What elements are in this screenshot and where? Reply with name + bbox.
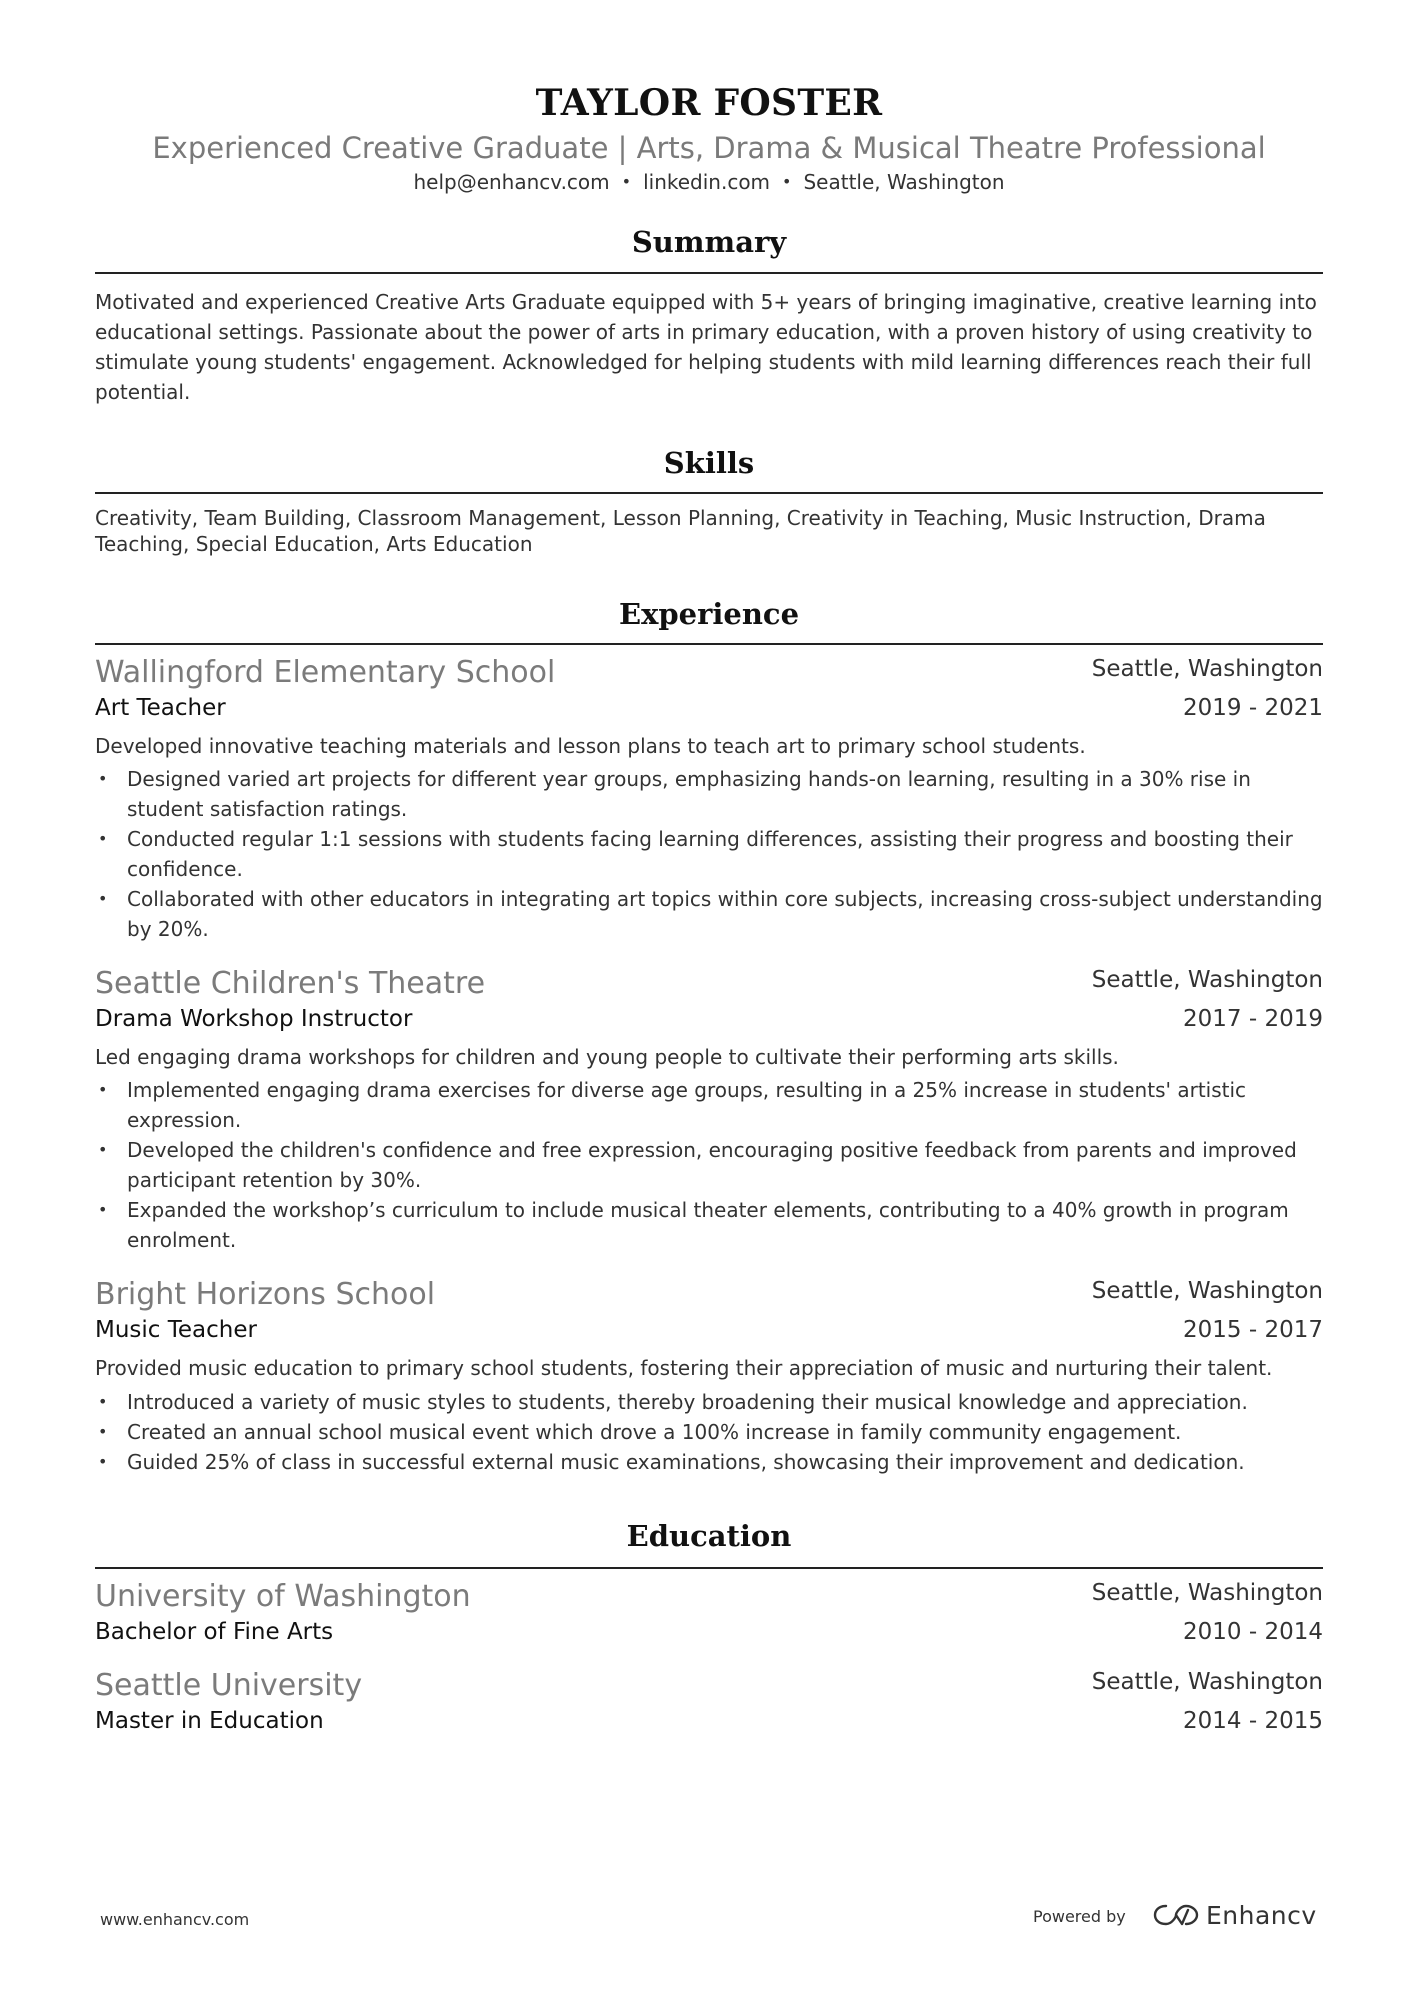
education-title: Education [626,1519,792,1553]
education-org: Seattle University [95,1668,363,1703]
candidate-name: TAYLOR FOSTER [535,82,883,124]
summary-text: Motivated and experienced Creative Arts Graduate equipped with 5+ years of bringing imaginative, creative learning into educational settings. Passionate about the power of arts in primary education, with a proven history of using creativity to stimulate young students' engagement. Acknowledged for helping students with mild learning differences reach their full potential. [95,290,1317,404]
experience-dates: 2015 - 2017 [1183,1317,1323,1343]
experience-org: Wallingford Elementary School [95,655,556,690]
education-degree: Bachelor of Fine Arts [95,1619,334,1645]
experience-bullets [95,764,1323,944]
experience-org: Seattle Children's Theatre [95,966,486,1001]
experience-org: Bright Horizons School [95,1277,436,1312]
contact-email[interactable]: help@enhancv.com [413,170,610,194]
bullet-separator: • [621,172,632,191]
enhancv-brand[interactable] [1152,1898,1317,1932]
section-divider [95,1567,1323,1569]
section-divider [95,272,1323,274]
education-location: Seattle, Washington [1091,1580,1323,1606]
education-dates: 2014 - 2015 [1183,1708,1323,1734]
enhancv-logo-icon [1152,1902,1200,1928]
experience-role: Art Teacher [95,695,226,721]
experience-description: Led engaging drama workshops for children and young people to cultivate their performing arts skills. [95,1045,1119,1069]
experience-dates: 2017 - 2019 [1183,1006,1323,1032]
education-org: University of Washington [95,1579,471,1614]
powered-by-label: Powered by [1033,1907,1126,1926]
experience-bullet: • Expanded the workshop’s curriculum to include musical theater elements, contributing to a 40% growth in program enrolment. [95,1195,1323,1255]
section-divider [95,492,1323,494]
experience-description: Developed innovative teaching materials and lesson plans to teach art to primary school students. [95,734,1086,758]
experience-bullet: • Created an annual school musical event which drove a 100% increase in family community engagement. [95,1417,1323,1447]
experience-bullet: • Collaborated with other educators in integrating art topics within core subjects, increasing cross-subject understanding by 20%. [95,884,1323,944]
enhancv-brand-name: Enhancv [1206,1900,1317,1930]
candidate-headline: Experienced Creative Graduate | Arts, Drama & Musical Theatre Professional [152,131,1266,165]
experience-location: Seattle, Washington [1091,967,1323,993]
experience-role: Drama Workshop Instructor [95,1006,413,1032]
contact-line [95,170,1323,194]
experience-bullet: • Conducted regular 1:1 sessions with students facing learning differences, assisting their progress and boosting their confidence. [95,824,1323,884]
education-location: Seattle, Washington [1091,1669,1323,1695]
skills-title: Skills [663,446,755,480]
contact-linkedin[interactable]: linkedin.com [643,170,771,194]
experience-bullets [95,1075,1323,1255]
summary-title: Summary [631,225,787,259]
experience-location: Seattle, Washington [1091,656,1323,682]
experience-dates: 2019 - 2021 [1183,695,1323,721]
experience-bullet: • Developed the children's confidence and free expression, encouraging positive feedback from parents and improved participant retention by 30%. [95,1135,1323,1195]
experience-bullet: • Guided 25% of class in successful external music examinations, showcasing their improvement and dedication. [95,1447,1323,1477]
experience-role: Music Teacher [95,1317,257,1343]
footer-url[interactable]: www.enhancv.com [100,1910,250,1929]
experience-bullet: • Implemented engaging drama exercises for diverse age groups, resulting in a 25% increase in students' artistic expression. [95,1075,1323,1135]
skills-text: Creativity, Team Building, Classroom Management, Lesson Planning, Creativity in Teaching, Music Instruction, Drama Teaching, Special Education, Arts Education [95,506,1266,556]
experience-bullet: • Designed varied art projects for different year groups, emphasizing hands-on learning, resulting in a 30% rise in student satisfaction ratings. [95,764,1323,824]
education-degree: Master in Education [95,1708,324,1734]
experience-location: Seattle, Washington [1091,1278,1323,1304]
bullet-separator: • [782,172,792,191]
contact-location: Seattle, Washington [803,170,1005,194]
section-divider [95,643,1323,645]
experience-bullet: • Introduced a variety of music styles to students, thereby broadening their musical knowledge and appreciation. [95,1387,1323,1417]
experience-description: Provided music education to primary school students, fostering their appreciation of music and nurturing their talent. [95,1356,1273,1380]
experience-bullets [95,1387,1323,1477]
education-dates: 2010 - 2014 [1183,1619,1323,1645]
experience-title: Experience [618,597,800,631]
